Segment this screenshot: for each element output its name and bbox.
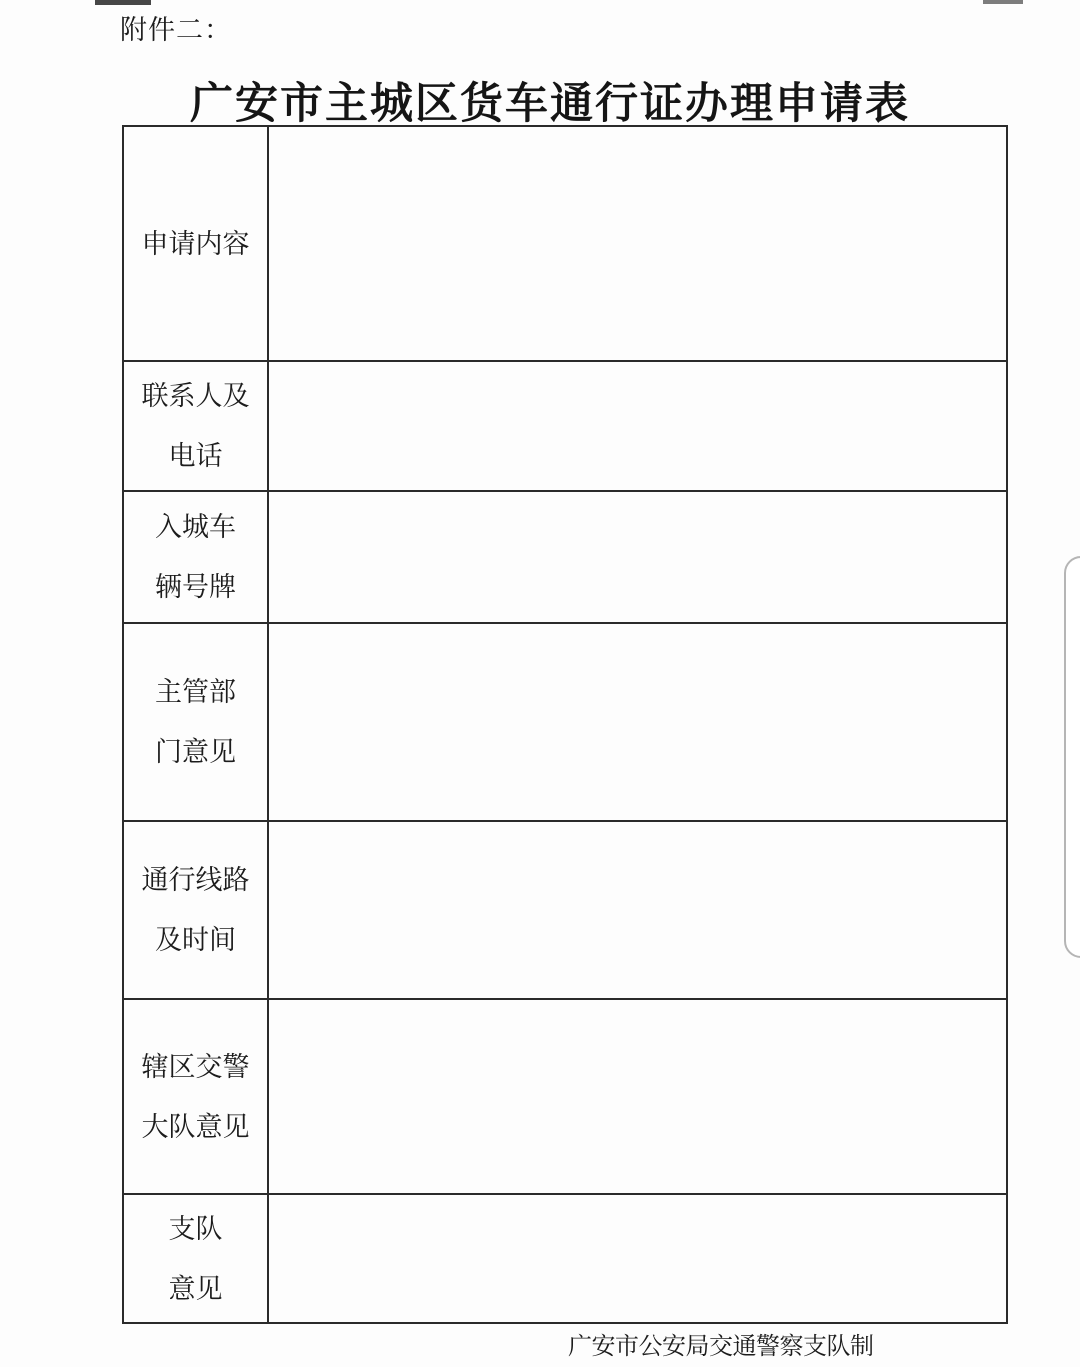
detachment-opinion-cell: [269, 1195, 1006, 1322]
entering-vehicle-plate-cell: [269, 492, 1006, 622]
row-label-line: 辆号牌: [155, 572, 236, 602]
row-label-line: 通行线路: [141, 865, 250, 895]
contact-and-phone-cell: [269, 362, 1006, 490]
issuer-note: 广安市公安局交通警察支队制: [568, 1333, 874, 1360]
row-label-line: 大队意见: [141, 1111, 250, 1142]
transit-route-and-time-cell: [269, 822, 1006, 998]
page-edge-artifact-right: [983, 0, 1023, 4]
application-content-cell: [269, 127, 1006, 360]
table-row-entering-vehicle-plate: [124, 492, 1006, 624]
row-label-line: 及时间: [155, 925, 236, 955]
scrollbar-thumb[interactable]: [1064, 556, 1080, 958]
table-row-contact-and-phone: [124, 362, 1006, 492]
row-label-line: 支队: [168, 1213, 223, 1244]
row-label-application-content: [124, 127, 269, 360]
attachment-label: 附件二：: [120, 15, 232, 45]
row-label-line: 电话: [168, 441, 223, 471]
page-edge-artifact-left: [95, 0, 151, 5]
row-label-contact-and-phone: [124, 362, 269, 490]
row-label-line: 申请内容: [141, 228, 250, 259]
table-row-supervising-department-opinion: [124, 624, 1006, 822]
page-title: 广安市主城区货车通行证办理申请表: [190, 80, 910, 128]
application-form-table: [122, 125, 1008, 1324]
table-row-transit-route-and-time: [124, 822, 1006, 1000]
row-label-line: 辖区交警: [141, 1051, 250, 1082]
row-label-district-traffic-police-brigade-opinion: [124, 1000, 269, 1193]
table-row-detachment-opinion: [124, 1195, 1006, 1322]
row-label-line: 主管部: [155, 677, 236, 707]
row-label-entering-vehicle-plate: [124, 492, 269, 622]
row-label-transit-route-and-time: [124, 822, 269, 998]
supervising-department-opinion-cell: [269, 624, 1006, 820]
district-traffic-police-brigade-opinion-cell: [269, 1000, 1006, 1193]
row-label-supervising-department-opinion: [124, 624, 269, 820]
row-label-line: 意见: [168, 1273, 223, 1304]
table-row-district-traffic-police-brigade-opinion: [124, 1000, 1006, 1195]
row-label-line: 入城车: [155, 512, 236, 542]
row-label-line: 门意见: [155, 737, 236, 767]
table-row-application-content: [124, 127, 1006, 362]
row-label-detachment-opinion: [124, 1195, 269, 1322]
row-label-line: 联系人及: [141, 381, 250, 411]
